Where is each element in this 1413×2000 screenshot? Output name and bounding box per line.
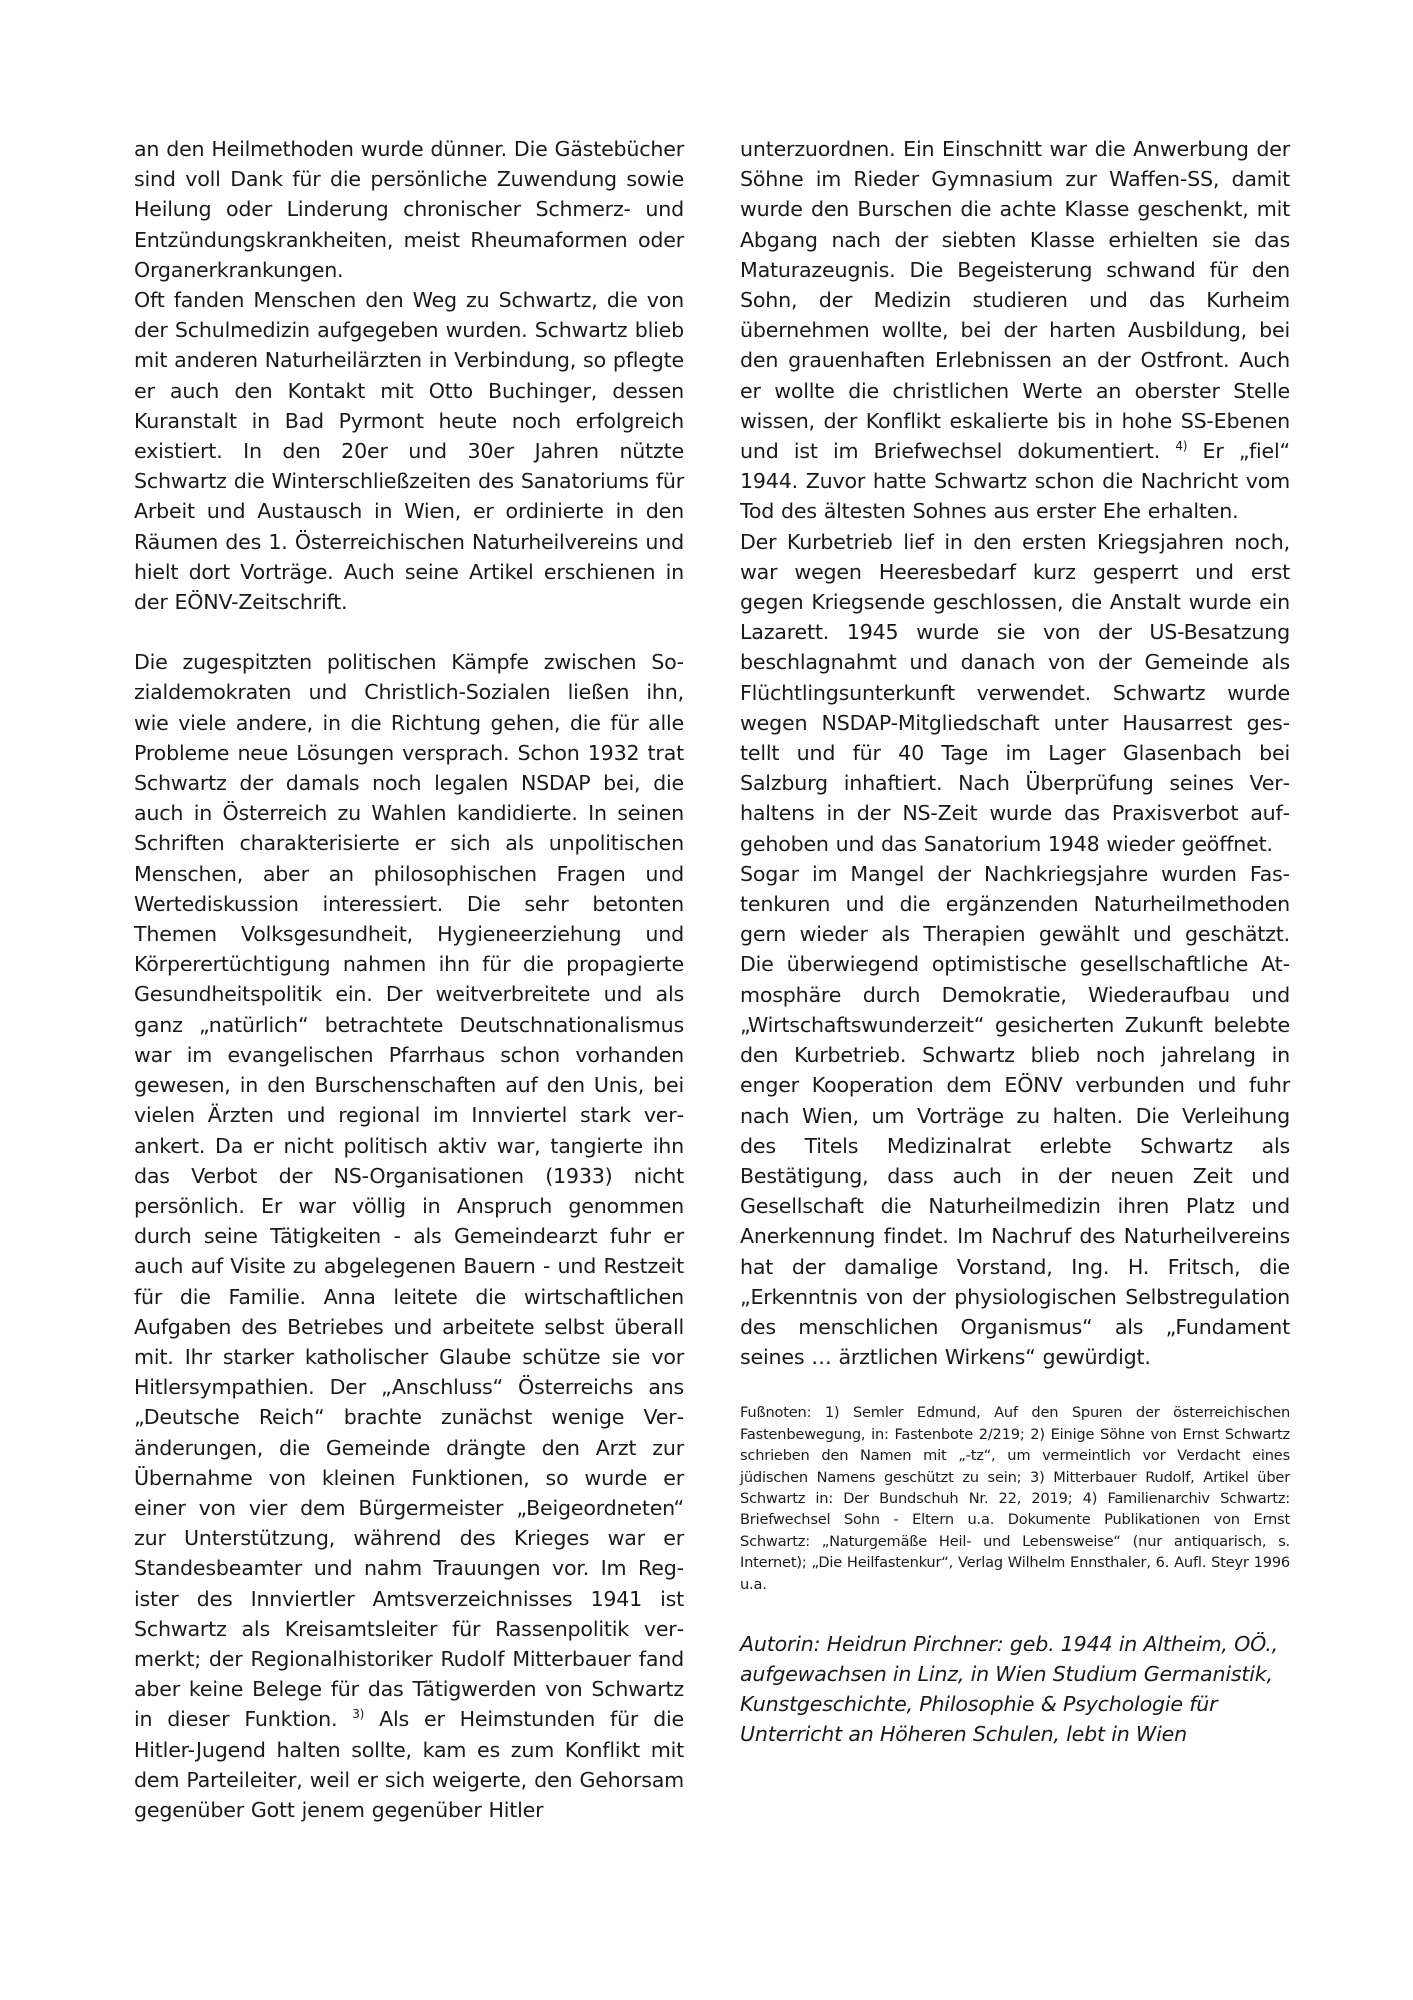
footnotes: Fußnoten: 1) Semler Edmund, Auf den Spuren der österreichischen Fastenbewegung, in: Fastenbote 2/219; 2) Einige Söhne von Ernst Schwartz schrieben den Namen mit „-tz“, um vermeintlich vor Verdacht eines jüdischen Namens geschützt zu sein; 3) Mitterbauer Rudolf, Artikel über Schwartz in: Der Bundschuh Nr. 22, 2019; 4) Familienarchiv Schwartz: Briefwechsel Sohn - Eltern u.a. Dokumente Publikationen von Ernst Schwartz: „Naturgemäße Heil- und Lebensweise“ (nur antiquarisch, s. Internet); „Die Heilfastenkur“, Verlag Wilhelm Ennsthaler, 6. Aufl. Steyr 1996 u.a. [740,1404,1290,1593]
paragraph-healing-methods: an den Heilmethoden wurde dünner. Die Gästebücher sind voll Dank für die persönliche Zuwendung sowie Heilung oder Linderung chronischer Schmerz- und Entzündungskrankheiten, meist Rheumaformen oder Organerkrankungen. [134,137,684,282]
paragraph-politics-text: Die zugespitzten politischen Kämpfe zwischen Sozialdemokraten und Christlich-Sozialen ließen ihn, wie viele andere, in die Richtung gehen, die für alle Probleme neue Lösungen versprach. Schon 1932 trat Schwartz der damals noch legalen NSDAP bei, die auch in Österreich zu Wahlen kandidierte. In seinen Schriften charakterisierte er sich als unpolitischen Menschen, aber an philosophischen Fragen und Wertediskussion interessiert. Die sehr betonten Themen Volksgesundheit, Hygieneerziehung und Körperertüchtigung nahmen ihn für die propagierte Gesundheitspolitik ein. Der weitverbreitete und als ganz „natürlich“ betrachtete Deutschnationalismus war im evangelischen Pfarrhaus schon vorhanden gewesen, in den Burschenschaften auf den Unis, bei vielen Ärzten und regional im Innviertel stark verankert. Da er nicht politisch aktiv war, tangierte ihn das Verbot der NS-Organisationen (1933) nicht persönlich. Er war völlig in Anspruch genommen durch seine Tätigkeiten - als Gemeindearzt fuhr er auch auf Visite zu abgelegenen Bauern - und Restzeit für die Familie. Anna leitete die wirtschaftlichen Aufgaben des Betriebes und arbeitete selbst überall mit. Ihr starker katholischer Glaube schütze sie vor Hitlersympathien. Der „Anschluss“ Österreichs ans „Deutsche Reich“ brachte zunächst wenige Veränderungen, die Gemeinde drängte den Arzt zur Übernahme von kleinen Funktionen, so wurde er einer von vier dem Bürgermeister „Beigeordneten“ zur Unterstützung, während des Krieges war er Standesbeamter und nahm Trauungen vor. Im Register des Innviertler Amtsverzeichnisses 1941 ist Schwartz als Kreisamtsleiter für Rassenpolitik vermerkt; der Regionalhistoriker Rudolf Mitterbauer fand aber keine Belege für das Tätigwerden von Schwartz in dieser Funktion. [134,650,684,1732]
paragraph-waffen-ss [740,134,1290,527]
paragraph-fallen-text: Er „fiel“ 1944. Zuvor hatte Schwartz schon die Nachricht vom Tod des ältesten Sohnes aus erster Ehe erhalten. [740,439,1290,524]
paragraph-postwar: Sogar im Mangel der Nachkriegsjahre wurden Fastenkuren und die ergänzenden Naturheilmethoden gern wieder als Therapien gewählt und geschätzt. Die überwiegend optimistische gesellschaftliche Atmosphäre durch Demokratie, Wiederaufbau und „Wirtschaftswunderzeit“ gesicherten Zukunft belebte den Kurbetrieb. Schwartz blieb noch jahrelang in enger Kooperation dem EÖNV verbunden und fuhr nach Wien, um Vorträge zu halten. Die Verleihung des Titels Medizinalrat erlebte Schwartz als Bestätigung, dass auch in der neuen Zeit und Gesellschaft die Naturheilmedizin ihren Platz und Anerkennung findet. Im Nachruf des Naturheilvereins hat der damalige Vorstand, Ing. H. Fritsch, die „Erkenntnis von der physiologischen Selbstregulation des menschlichen Organismus“ als „Fundament seines … ärztlichen Wirkens“ gewürdigt. [740,861,1290,1370]
paragraph-politics [134,647,684,1825]
paragraph-naturopaths: Oft fanden Menschen den Weg zu Schwartz, die von der Schulmedizin aufgegeben wurden. Schwartz blieb mit anderen Naturheilärzten in Verbindung, so pflegte er auch den Kontakt mit Otto Buchinger, dessen Kuranstalt in Bad Pyrmont heute noch erfolgreich existiert. In den 20er und 30er Jahren nützte Schwartz die Winterschließzeiten des Sanatoriums für Arbeit und Austausch in Wien, er ordinierte in den Räumen des 1. Österreichischen Naturheilvereins und hielt dort Vorträge. Auch seine Artikel erschienen in der EÖNV-Zeitschrift. [134,288,684,615]
paragraph-war-years: Der Kurbetrieb lief in den ersten Kriegsjahren noch, war wegen Heeresbedarf kurz gesperrt und erst gegen Kriegsende geschlossen, die Anstalt wurde ein Lazarett. 1945 wurde sie von der US-Besatzung beschlagnahmt und danach von der Gemeinde als Flüchtlingsunterkunft verwendet. Schwartz wurde wegen NSDAP-Mitgliedschaft unter Hausarrest gestellt und für 40 Tage im Lager Glasenbach bei Salzburg inhaftiert. Nach Überprüfung seines Verhaltens in der NS-Zeit wurde das Praxisverbot aufgehoben und das Sanatorium 1948 wieder geöffnet. [740,529,1290,856]
footnote-ref-3: 3) [352,1707,365,1722]
footnote-ref-4: 4) [1175,439,1188,454]
paragraph-hitler-youth-text: Als er Heimstunden für die Hitler-Jugend halten sollte, kam es zum Konflikt mit dem Parteileiter, weil er sich weigerte, den Gehorsam gegenüber Gott jenem gegenüber Hitler [134,1707,684,1822]
right-column [740,134,1290,1749]
author-bio: Autorin: Heidrun Pirchner: geb. 1944 in Altheim, OÖ., aufgewachsen in Linz, in Wien Studium Germanistik, Kunstgeschichte, Philosophie & Psychologie für Unterricht an Höheren Schulen, lebt in Wien [740,1631,1279,1746]
left-column [134,134,684,1825]
paragraph-waffen-ss-text: unterzuordnen. Ein Einschnitt war die Anwerbung der Söhne im Rieder Gymnasium zur Waffen-SS, damit wurde den Burschen die achte Klasse geschenkt, mit Abgang nach der siebten Klasse erhielten sie das Maturazeugnis. Die Begeisterung schwand für den Sohn, der Medizin studieren und das Kurheim übernehmen wollte, bei der harten Ausbildung, bei den grauenhaften Erlebnissen an der Ostfront. Auch er wollte die christlichen Werte an oberster Stelle wissen, der Konflikt eskalierte bis in hohe SS-Ebenen und ist im Briefwechsel dokumentiert. [740,137,1290,464]
